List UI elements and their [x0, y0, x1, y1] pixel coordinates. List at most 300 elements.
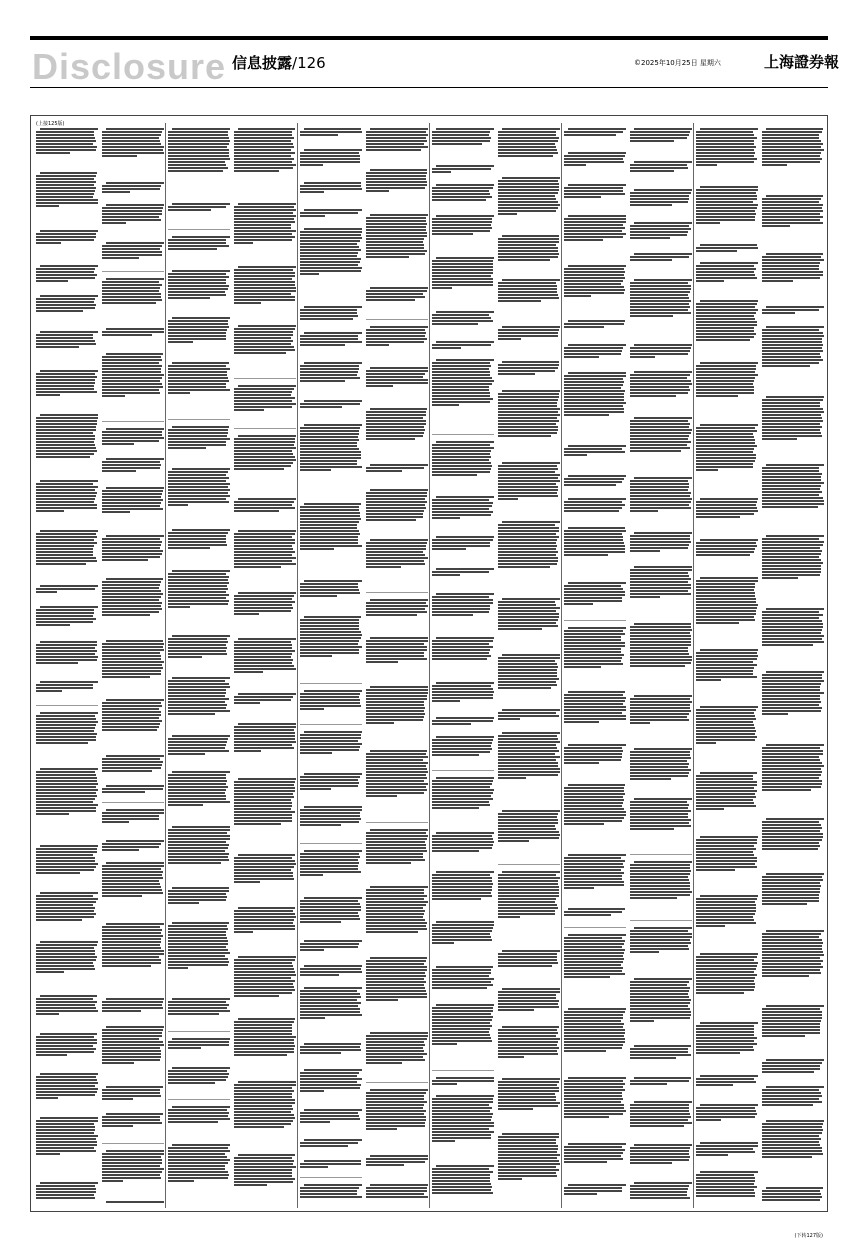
text-line	[168, 164, 226, 166]
text-line	[696, 374, 758, 376]
text-line	[36, 560, 97, 562]
text-line	[234, 881, 260, 883]
text-line	[234, 331, 293, 333]
text-line	[102, 257, 139, 259]
text-line	[630, 1002, 690, 1004]
text-line	[36, 907, 95, 909]
text-line	[168, 486, 228, 488]
text-line	[432, 456, 491, 458]
text-line	[432, 383, 492, 385]
text-line	[168, 1171, 228, 1173]
text-column	[366, 123, 428, 1208]
text-line	[366, 889, 424, 891]
paragraph	[366, 168, 428, 193]
text-line	[366, 605, 428, 607]
text-line	[498, 539, 557, 541]
text-line	[106, 1201, 164, 1203]
text-line	[168, 573, 226, 575]
text-line	[696, 1174, 754, 1176]
text-line	[234, 1111, 291, 1113]
text-line	[564, 970, 622, 972]
text-line	[36, 385, 94, 387]
text-line	[634, 978, 692, 980]
text-line	[498, 1163, 560, 1165]
text-line	[36, 391, 97, 393]
text-line	[234, 1096, 292, 1098]
text-line	[432, 942, 454, 944]
text-line	[102, 254, 162, 256]
text-line	[168, 967, 188, 969]
paragraph	[696, 261, 758, 283]
text-line	[630, 766, 688, 768]
text-line	[762, 1129, 823, 1131]
text-line	[432, 1122, 494, 1124]
text-line	[234, 161, 292, 163]
paragraph	[102, 1200, 164, 1204]
text-line	[366, 844, 426, 846]
text-line	[498, 604, 556, 606]
text-line	[300, 539, 358, 541]
text-line	[102, 365, 162, 367]
text-line	[696, 739, 755, 741]
paragraph	[564, 853, 626, 890]
text-line	[300, 237, 362, 239]
text-line	[762, 479, 821, 481]
text-line	[630, 990, 689, 992]
text-line	[432, 233, 473, 235]
text-line	[366, 916, 423, 918]
text-line	[432, 1140, 455, 1142]
text-line	[630, 167, 688, 169]
text-line	[102, 502, 161, 504]
text-line	[106, 1086, 164, 1088]
text-line	[300, 1084, 361, 1086]
text-line	[102, 559, 148, 561]
text-line	[40, 1073, 98, 1075]
text-line	[498, 253, 559, 255]
text-line	[762, 577, 798, 579]
text-line	[168, 547, 210, 549]
text-line	[564, 958, 624, 960]
paragraph	[432, 1076, 494, 1086]
text-line	[696, 845, 754, 847]
paragraph	[366, 636, 428, 664]
text-line	[102, 1038, 159, 1040]
text-line	[234, 1108, 293, 1110]
text-line	[564, 694, 623, 696]
text-line	[168, 245, 229, 247]
text-line	[564, 937, 622, 939]
text-line	[304, 209, 362, 211]
text-line	[234, 913, 295, 915]
text-line	[498, 483, 556, 485]
text-line	[432, 1113, 493, 1115]
paragraph	[498, 870, 560, 919]
text-line	[102, 440, 159, 442]
text-line	[564, 1011, 625, 1013]
text-line	[234, 557, 296, 559]
text-line	[700, 539, 758, 541]
text-line	[36, 947, 94, 949]
text-line	[762, 429, 820, 431]
paragraph	[36, 711, 98, 745]
paragraph	[300, 1183, 362, 1199]
text-line	[564, 1050, 606, 1052]
text-line	[498, 524, 555, 526]
paragraph	[762, 1186, 824, 1202]
text-line	[696, 1081, 756, 1083]
text-line	[696, 1177, 755, 1179]
text-line	[762, 405, 820, 407]
text-line	[696, 658, 757, 660]
text-line	[502, 235, 560, 237]
text-line	[498, 1148, 558, 1150]
text-line	[630, 483, 689, 485]
text-line	[102, 281, 159, 283]
text-line	[106, 699, 164, 701]
text-line	[234, 224, 291, 226]
text-line	[766, 306, 824, 308]
text-line	[36, 919, 82, 921]
text-line	[36, 196, 93, 198]
text-line	[564, 501, 622, 503]
text-line	[564, 542, 624, 544]
text-line	[696, 977, 755, 979]
paragraph	[696, 1021, 758, 1055]
text-line	[172, 1067, 230, 1069]
text-line	[762, 747, 820, 749]
text-line	[36, 1153, 60, 1155]
paragraph	[36, 680, 98, 693]
text-line	[630, 134, 689, 136]
text-line	[36, 968, 95, 970]
text-line	[630, 873, 690, 875]
text-line	[432, 1186, 492, 1188]
paragraph	[36, 479, 98, 513]
text-line	[366, 701, 424, 703]
text-line	[564, 448, 622, 450]
paragraph	[102, 1085, 164, 1101]
text-line	[300, 949, 324, 951]
text-line	[366, 987, 425, 989]
paragraph	[366, 956, 428, 1002]
text-line	[300, 943, 359, 945]
text-line	[168, 606, 190, 608]
text-line	[234, 409, 264, 411]
text-line	[366, 611, 427, 613]
text-line	[300, 586, 358, 588]
paragraph	[630, 747, 692, 781]
text-line	[564, 721, 599, 723]
text-column	[696, 123, 758, 1208]
text-line	[498, 1009, 534, 1011]
row-divider	[630, 854, 692, 855]
text-line	[630, 498, 692, 500]
text-line	[36, 724, 96, 726]
text-line	[696, 986, 755, 988]
text-line	[168, 432, 228, 434]
text-line	[234, 391, 292, 393]
text-line	[498, 332, 558, 334]
text-line	[238, 907, 296, 909]
paragraph	[630, 1076, 692, 1086]
text-line	[168, 1112, 229, 1114]
paragraph	[366, 1183, 428, 1199]
text-line	[238, 1154, 296, 1156]
text-line	[634, 1101, 692, 1103]
text-line	[696, 971, 754, 973]
text-line	[300, 134, 338, 136]
paragraph	[36, 1116, 98, 1156]
text-line	[370, 886, 428, 888]
text-line	[300, 451, 361, 453]
text-line	[36, 771, 95, 773]
text-line	[234, 221, 295, 223]
text-line	[168, 899, 226, 901]
text-line	[366, 931, 418, 933]
text-line	[300, 164, 323, 166]
paragraph	[762, 872, 824, 906]
paragraph	[696, 299, 758, 342]
text-line	[762, 975, 809, 977]
text-line	[498, 551, 558, 553]
text-line	[36, 242, 61, 244]
text-line	[762, 903, 807, 905]
text-line	[366, 229, 426, 231]
text-line	[696, 161, 754, 163]
text-line	[168, 441, 226, 443]
text-line	[168, 155, 229, 157]
text-line	[366, 548, 426, 550]
text-line	[300, 734, 361, 736]
text-line	[300, 270, 361, 272]
text-line	[432, 263, 493, 265]
text-line	[696, 454, 756, 456]
text-line	[366, 335, 425, 337]
text-line	[564, 1032, 625, 1034]
text-line	[630, 778, 671, 780]
text-line	[432, 748, 492, 750]
text-column	[762, 123, 824, 1208]
text-line	[234, 403, 296, 405]
text-line	[762, 1144, 820, 1146]
text-line	[630, 386, 689, 388]
text-line	[762, 641, 824, 643]
text-line	[630, 1159, 689, 1161]
text-line	[498, 566, 550, 568]
text-line	[498, 1160, 559, 1162]
text-line	[762, 1095, 822, 1097]
text-line	[696, 805, 756, 807]
text-line	[168, 931, 226, 933]
text-line	[168, 704, 227, 706]
text-line	[234, 659, 293, 661]
text-line	[168, 835, 230, 837]
text-line	[630, 374, 690, 376]
text-line	[168, 753, 205, 755]
paragraph	[234, 777, 296, 826]
text-line	[366, 299, 415, 301]
text-line	[304, 1043, 362, 1045]
text-line	[630, 423, 690, 425]
text-line	[436, 736, 494, 738]
text-line	[432, 838, 493, 840]
paragraph	[168, 202, 230, 212]
text-line	[696, 510, 758, 512]
row-divider	[102, 1143, 164, 1144]
text-line	[168, 576, 229, 578]
text-line	[300, 255, 357, 257]
text-line	[300, 649, 359, 651]
text-line	[234, 814, 292, 816]
text-line	[498, 953, 557, 955]
text-line	[564, 630, 623, 632]
column-divider	[297, 123, 298, 1208]
text-line	[696, 968, 756, 970]
text-line	[106, 328, 164, 330]
text-line	[234, 866, 294, 868]
text-line	[36, 536, 97, 538]
text-line	[498, 146, 556, 148]
text-line	[102, 929, 162, 931]
text-line	[498, 956, 557, 958]
text-line	[696, 330, 754, 332]
text-line	[300, 874, 323, 876]
text-line	[696, 336, 754, 338]
text-line	[762, 420, 823, 422]
text-line	[366, 649, 427, 651]
text-line	[168, 582, 229, 584]
text-line	[234, 140, 291, 142]
paragraph	[696, 243, 758, 253]
paragraph	[366, 685, 428, 725]
text-line	[762, 939, 822, 941]
text-line	[498, 423, 556, 425]
text-line	[762, 783, 822, 785]
text-column	[168, 123, 230, 1208]
row-divider	[300, 724, 362, 725]
text-line	[432, 1137, 491, 1139]
text-line	[36, 271, 94, 273]
text-line	[36, 483, 93, 485]
text-line	[102, 1156, 161, 1158]
text-line	[630, 1107, 689, 1109]
text-line	[234, 699, 291, 701]
paragraph	[696, 835, 758, 872]
text-line	[168, 544, 227, 546]
row-divider	[168, 1031, 230, 1032]
text-line	[300, 548, 334, 550]
text-line	[366, 652, 424, 654]
text-line	[498, 718, 520, 720]
text-line	[300, 631, 361, 633]
text-line	[168, 435, 227, 437]
text-line	[36, 956, 97, 958]
text-line	[36, 959, 96, 961]
text-line	[696, 303, 757, 305]
text-line	[762, 686, 820, 688]
text-line	[36, 205, 59, 207]
text-line	[696, 580, 758, 582]
text-line	[498, 435, 551, 437]
text-line	[436, 682, 494, 684]
paragraph	[696, 185, 758, 225]
text-line	[498, 1166, 556, 1168]
text-line	[564, 484, 616, 486]
text-line	[36, 588, 95, 590]
text-line	[630, 825, 691, 827]
text-line	[106, 862, 164, 864]
text-line	[234, 653, 292, 655]
paragraph	[300, 127, 362, 137]
text-line	[498, 143, 555, 145]
text-line	[168, 377, 228, 379]
text-column	[102, 123, 164, 1208]
text-line	[234, 702, 260, 704]
text-line	[762, 611, 819, 613]
text-line	[696, 989, 754, 991]
text-line	[630, 486, 689, 488]
text-line	[696, 463, 753, 465]
paragraph	[36, 1072, 98, 1100]
text-line	[432, 450, 491, 452]
text-line	[168, 832, 227, 834]
text-line	[498, 429, 558, 431]
text-line	[630, 1191, 687, 1193]
text-line	[432, 745, 491, 747]
text-line	[102, 290, 159, 292]
text-line	[432, 499, 489, 501]
text-line	[762, 836, 823, 838]
text-line	[432, 459, 489, 461]
text-line	[234, 696, 293, 698]
text-line	[630, 581, 688, 583]
text-line	[102, 152, 164, 154]
text-line	[102, 590, 161, 592]
text-line	[234, 738, 295, 740]
text-line	[102, 1029, 163, 1031]
text-line	[432, 605, 490, 607]
text-line	[762, 1196, 822, 1198]
text-line	[564, 1026, 623, 1028]
text-line	[498, 1087, 559, 1089]
text-line	[234, 1021, 294, 1023]
paragraph	[564, 626, 626, 669]
text-line	[436, 257, 494, 259]
text-line	[564, 799, 624, 801]
text-line	[300, 824, 341, 826]
paragraph	[696, 497, 758, 519]
text-line	[498, 1044, 557, 1046]
text-line	[762, 161, 820, 163]
text-line	[762, 476, 821, 478]
text-line	[102, 655, 161, 657]
text-line	[366, 981, 426, 983]
text-line	[102, 608, 162, 610]
text-line	[696, 439, 755, 441]
row-divider	[366, 1082, 428, 1083]
text-line	[564, 869, 621, 871]
text-line	[498, 1139, 556, 1141]
text-line	[696, 616, 754, 618]
text-line	[498, 837, 559, 839]
text-line	[168, 896, 227, 898]
text-line	[696, 586, 755, 588]
text-line	[762, 149, 824, 151]
text-line	[696, 386, 754, 388]
text-line	[696, 155, 754, 157]
text-line	[366, 913, 424, 915]
